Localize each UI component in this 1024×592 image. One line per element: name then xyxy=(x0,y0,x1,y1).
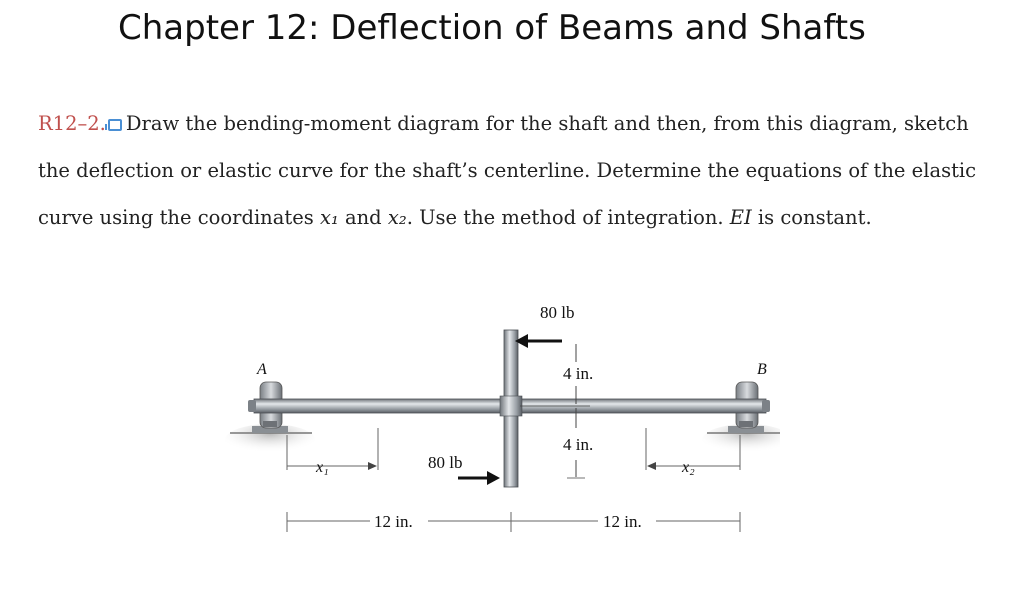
problem-text-3: is constant. xyxy=(751,206,872,229)
problem-text-1: Draw the bending-moment diagram for the shaft and then, from this diagram, sketch the deflection or elastic curve for the shaft’s centerline. Determine the equations of the elastic curve using the coordinates xyxy=(38,112,977,229)
label-support-b: B xyxy=(757,361,767,378)
label-support-a: A xyxy=(257,361,267,378)
force-top-arrow xyxy=(515,334,562,348)
coordinate-x2: x₂ xyxy=(387,206,407,229)
shaft-figure xyxy=(220,290,780,550)
label-dim-top: 4 in. xyxy=(563,364,594,383)
shaft-end-a xyxy=(248,400,256,412)
problem-and: and xyxy=(338,206,388,229)
label-dim-bottom: 4 in. xyxy=(563,435,594,454)
label-x2: x₂ xyxy=(682,459,695,476)
label-x1: x₁ xyxy=(316,459,329,476)
page-title: Chapter 12: Deflection of Beams and Shafts xyxy=(118,8,866,48)
problem-statement xyxy=(38,100,998,241)
shaft-end-b xyxy=(762,400,770,412)
label-span-right: 12 in. xyxy=(603,512,642,531)
x1-arrowhead xyxy=(368,462,377,470)
lever-hub xyxy=(500,396,522,416)
ei-symbol: EI xyxy=(729,206,752,229)
label-force-top: 80 lb xyxy=(540,303,575,322)
coordinate-x1: x₁ xyxy=(319,206,339,229)
x2-arrowhead xyxy=(647,462,656,470)
label-force-bottom: 80 lb xyxy=(428,453,463,472)
problem-text-2: . Use the method of integration. xyxy=(406,206,730,229)
video-icon[interactable] xyxy=(108,119,122,131)
label-span-left: 12 in. xyxy=(374,512,413,531)
problem-number: R12–2. xyxy=(38,112,106,135)
force-bottom-arrow xyxy=(458,471,500,485)
